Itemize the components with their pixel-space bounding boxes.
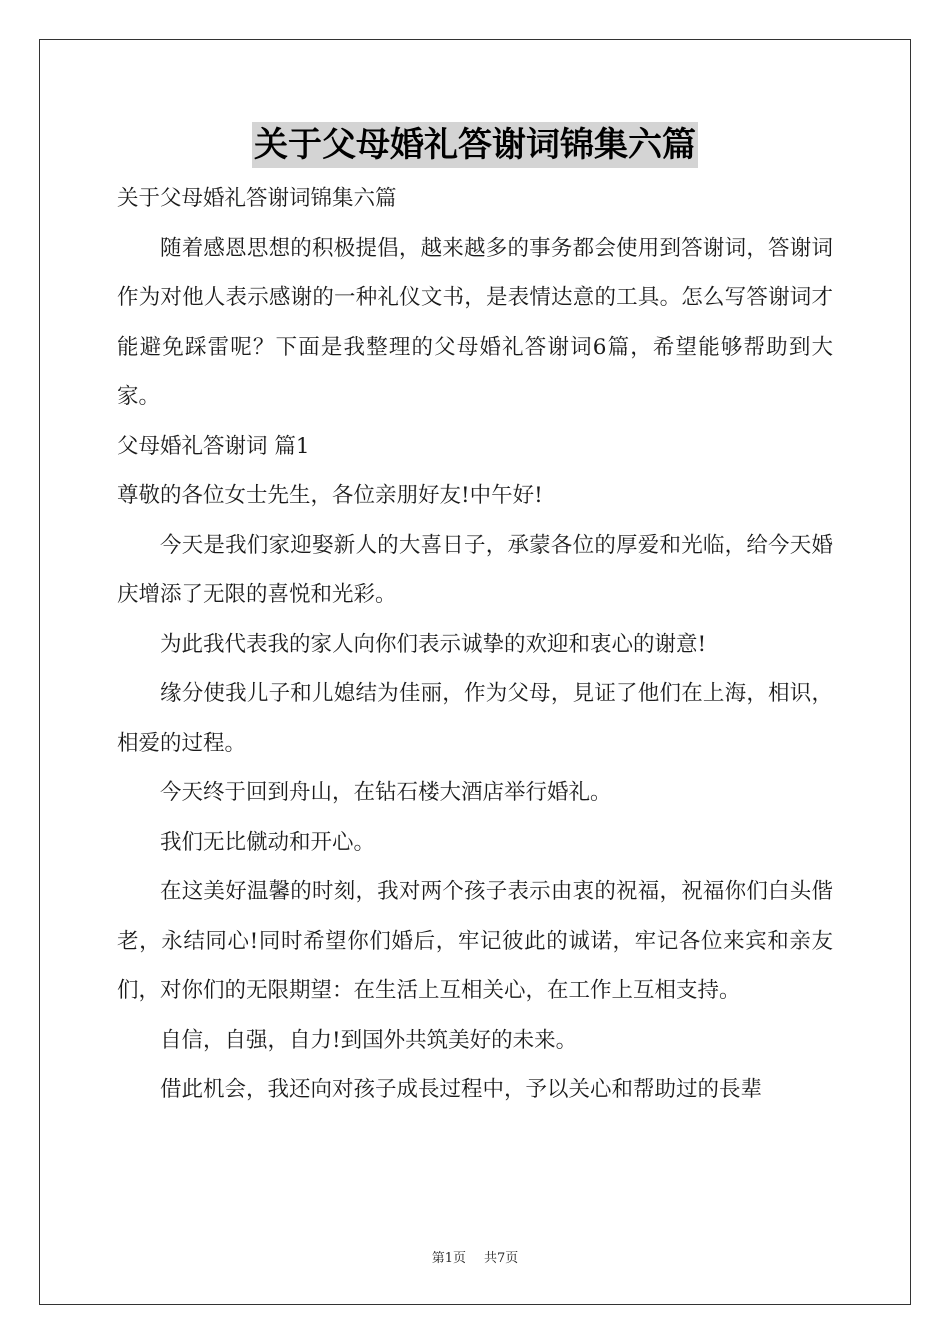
salutation: 尊敬的各位女士先生，各位亲朋好友!中午好!: [117, 483, 543, 508]
body-paragraph: 为此我代表我的家人向你们表示诚挚的欢迎和衷心的谢意!: [160, 631, 707, 657]
title-container: [0, 122, 950, 168]
section-heading: 父母婚礼答谢词 篇1: [117, 433, 310, 459]
body-paragraph: 关于父母婚礼答谢词锦集六篇: [117, 186, 397, 211]
body-paragraph: 在这美好温馨的时刻，我对两个孩子表示由衷的祝福，祝福你们白头偕老，永结同心!同时希望你们婚后，牢记彼此的诚诺，牢记各位来宾和亲友们，对你们的无限期望：在生活上互相关心，在工作上互相支持。: [117, 879, 833, 1003]
document-body: [117, 174, 833, 1115]
page-number: 第1页: [431, 1251, 466, 1266]
body-paragraph: 借此机会，我还向对孩子成長过程中，予以关心和帮助过的長辈: [160, 1077, 763, 1102]
body-paragraph: 今天是我们家迎娶新人的大喜日子，承蒙各位的厚爱和光临，给今天婚庆增添了无限的喜悦和光彩。: [117, 532, 833, 607]
body-paragraph: 我们无比僦动和开心。: [160, 829, 376, 855]
document-title: 关于父母婚礼答谢词锦集六篇: [252, 122, 698, 168]
body-paragraph: 随着感恩思想的积极提倡，越来越多的事务都会使用到答谢词，答谢词作为对他人表示感谢的一种礼仪文书，是表情达意的工具。怎么写答谢词才能避免踩雷呢？下面是我整理的父母婚礼答谢词6篇，希望能够帮助到大家。: [117, 235, 833, 409]
body-paragraph: 缘分使我儿子和儿媳结为佳丽，作为父母，見证了他们在上海，相识，相爱的过程。: [117, 681, 833, 756]
body-paragraph: 自信，自强，自力!到国外共筑美好的未来。: [160, 1027, 578, 1053]
page-footer: [0, 1247, 950, 1266]
page-total: 共7页: [484, 1251, 519, 1266]
body-paragraph: 今天终于回到舟山，在钻石楼大酒店举行婚礼。: [160, 780, 612, 805]
